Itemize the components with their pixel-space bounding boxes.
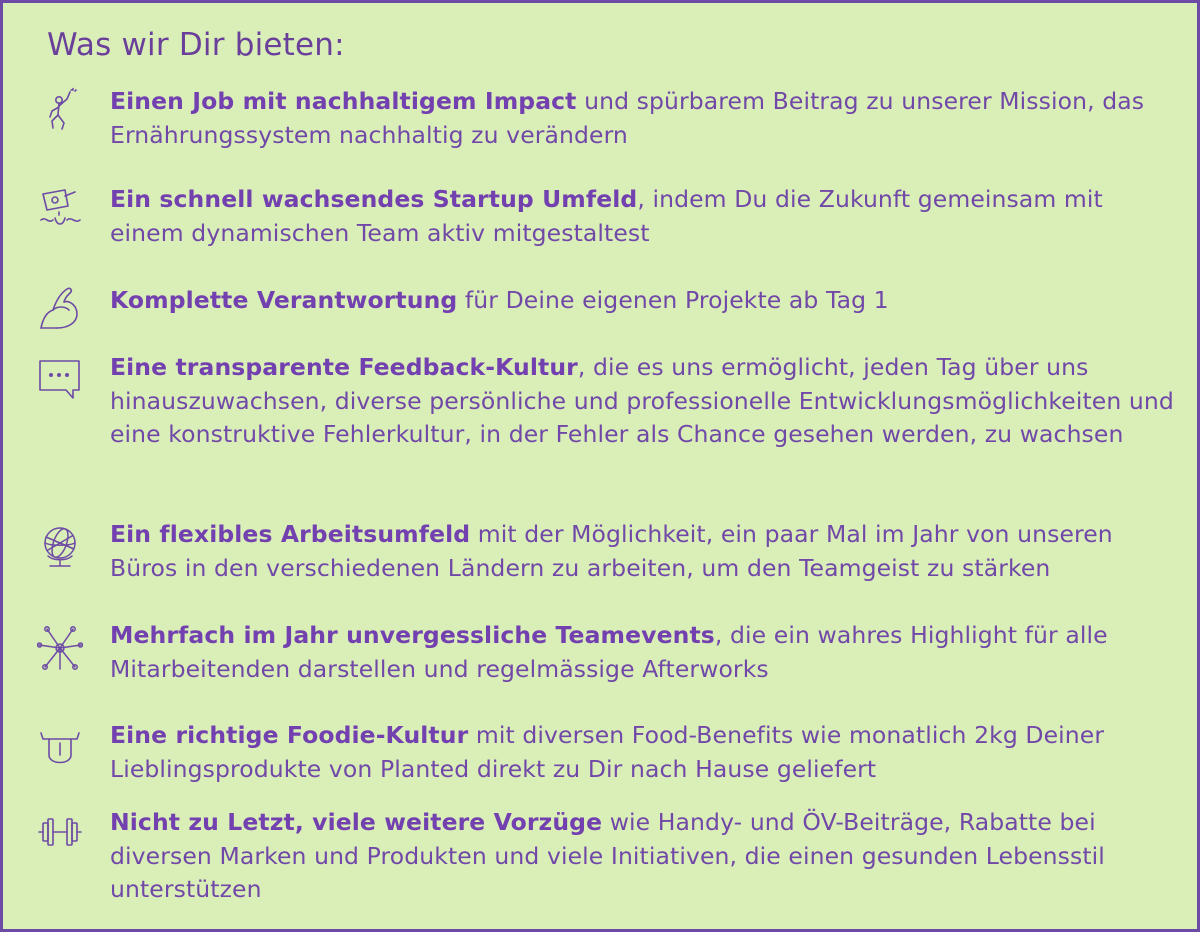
page-title: Was wir Dir bieten: [47,27,345,63]
list-item-text: Ein schnell wachsendes Startup Umfeld, indem Du die Zukunft gemeinsam mit einem dynamischen Team aktiv mitgestaltest [110,185,1103,247]
flexed-arm-icon [37,284,83,330]
list-item-text: Eine transparente Feedback-Kultur, die es uns ermöglicht, jeden Tag über uns hinauszuwachsen, diverse persönliche und professionelle Entwicklungsmöglichkeiten und eine konstruktive Fehlerkultur, in der Fehler als Chance gesehen werden, zu wachsen [110,353,1174,448]
tongue-icon [37,725,83,771]
benefits-list [3,3,1197,929]
list-item-text: Nicht zu Letzt, viele weitere Vorzüge wie Handy- und ÖV-Beiträge, Rabatte bei diversen Marken und Produkten und viele Initiativen, die einen gesunden Lebensstil unterstützen [110,808,1105,903]
speech-bubble-icon [37,356,83,402]
team-hands-icon [37,625,83,671]
list-item-text: Mehrfach im Jahr unvergessliche Teamevents, die ein wahres Highlight für alle Mitarbeitenden darstellen und regelmässige Afterworks [110,621,1108,683]
dumbbell-icon [37,809,83,855]
growth-box-icon [37,186,83,232]
list-item-text: Ein flexibles Arbeitsumfeld mit der Möglichkeit, ein paar Mal im Jahr von unseren Büros in den verschiedenen Ländern zu arbeiten, um den Teamgeist zu stärken [110,520,1113,582]
celebrating-person-icon [37,87,83,133]
list-item-text: Eine richtige Foodie-Kultur mit diversen Food-Benefits wie monatlich 2kg Deiner Lieblingsprodukte von Planted direkt zu Dir nach Hause geliefert [110,721,1105,783]
list-item-text: Komplette Verantwortung für Deine eigenen Projekte ab Tag 1 [110,286,889,314]
globe-icon [37,523,83,569]
list-item-text: Einen Job mit nachhaltigem Impact und spürbarem Beitrag zu unserer Mission, das Ernährungssystem nachhaltig zu verändern [110,87,1145,149]
